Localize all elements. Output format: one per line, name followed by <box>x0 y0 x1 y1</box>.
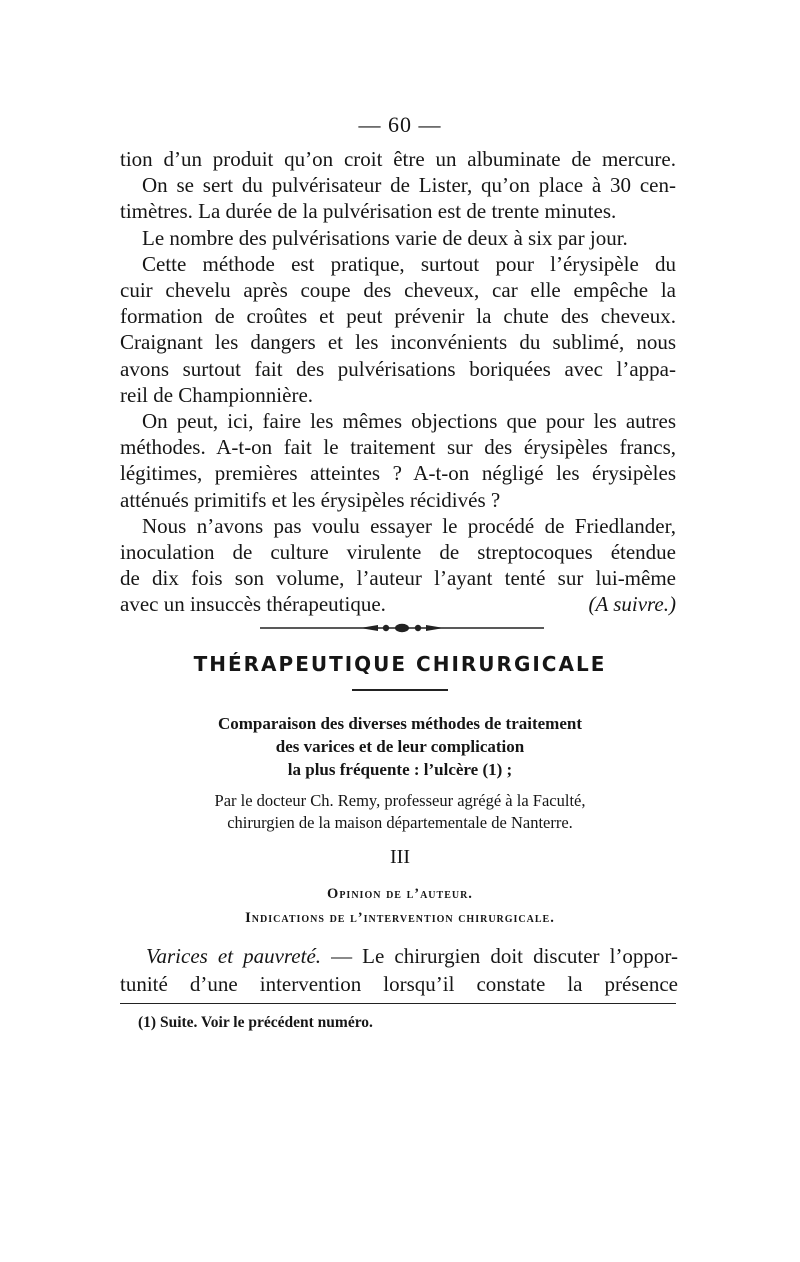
subheading: Indications de l’intervention chirurgicale. <box>245 910 555 926</box>
text-line <box>120 591 676 617</box>
text-line: formation de croûtes et peut prévenir la chute des cheveux. <box>120 304 676 329</box>
continuation-line <box>120 942 678 970</box>
text-line: avons surtout fait des pulvérisations boriquées avec l’appa- <box>120 356 676 381</box>
article-title-line: Comparaison des diverses méthodes de traitement <box>217 714 583 733</box>
text-line: On peut, ici, faire les mêmes objections que pour les autres <box>142 409 676 434</box>
text-line: timètres. La durée de la pulvérisation est de trente minutes. <box>120 199 617 224</box>
to-be-continued: (A suivre.) <box>588 592 676 617</box>
footnote: (1) Suite. Voir le précédent numéro. <box>138 1014 373 1031</box>
author-line: chirurgien de la maison départementale de Nanterre. <box>227 813 573 832</box>
text-line: Cette méthode est pratique, surtout pour l’érysipèle du <box>142 251 676 276</box>
article-title-line: des varices et de leur complication <box>275 737 525 756</box>
text-line: méthodes. A-t-on fait le traitement sur des érysipèles francs, <box>120 435 676 460</box>
continuation-line: tunité d’une intervention lorsqu’il constate la présence <box>120 972 678 996</box>
author-line: Par le docteur Ch. Remy, professeur agrégé à la Faculté, <box>214 791 586 810</box>
text-line: reil de Championnière. <box>120 382 314 407</box>
text-line: tion d’un produit qu’on croit être un albuminate de mercure. <box>120 147 676 171</box>
continuation-text: — Le chirurgien doit discuter l’oppor- <box>321 944 679 968</box>
article-title <box>120 712 680 781</box>
continuation-paragraph <box>120 942 678 998</box>
text-line: Le nombre des pulvérisations varie de deux à six par jour. <box>142 225 628 250</box>
page-number: — 60 — <box>358 112 442 137</box>
body-text <box>120 146 676 618</box>
text-line: inoculation de culture virulente de streptocoques étendue <box>120 540 676 565</box>
text-line: Craignant les dangers et les inconvénients du sublimé, nous <box>120 330 676 355</box>
text-line: légitimes, premières atteintes ? A-t-on négligé les érysipèles <box>120 461 676 486</box>
author-byline <box>120 790 680 834</box>
text-line: atténués primitifs et les érysipèles récidivés ? <box>120 487 501 512</box>
text-line-content: avec un insuccès thérapeutique. <box>120 592 386 617</box>
ornamental-divider <box>260 618 544 638</box>
section-title: THÉRAPEUTIQUE CHIRURGICALE <box>193 652 607 676</box>
text-line: de dix fois son volume, l’auteur l’ayant tenté sur lui-même <box>120 566 676 591</box>
paragraph-lead: Varices et pauvreté. <box>146 944 322 968</box>
text-line: cuir chevelu après coupe des cheveux, car elle empêche la <box>120 278 676 303</box>
text-line: Nous n’avons pas voulu essayer le procédé de Friedlander, <box>142 513 676 538</box>
chapter-numeral: III <box>390 846 410 868</box>
footnote-rule <box>120 1003 676 1004</box>
article-title-line: la plus fréquente : l’ulcère (1) ; <box>287 760 513 779</box>
subheading: Opinion de l’auteur. <box>327 886 473 902</box>
text-line: On se sert du pulvérisateur de Lister, qu’on place à 30 cen- <box>142 173 676 198</box>
title-rule <box>352 689 448 691</box>
